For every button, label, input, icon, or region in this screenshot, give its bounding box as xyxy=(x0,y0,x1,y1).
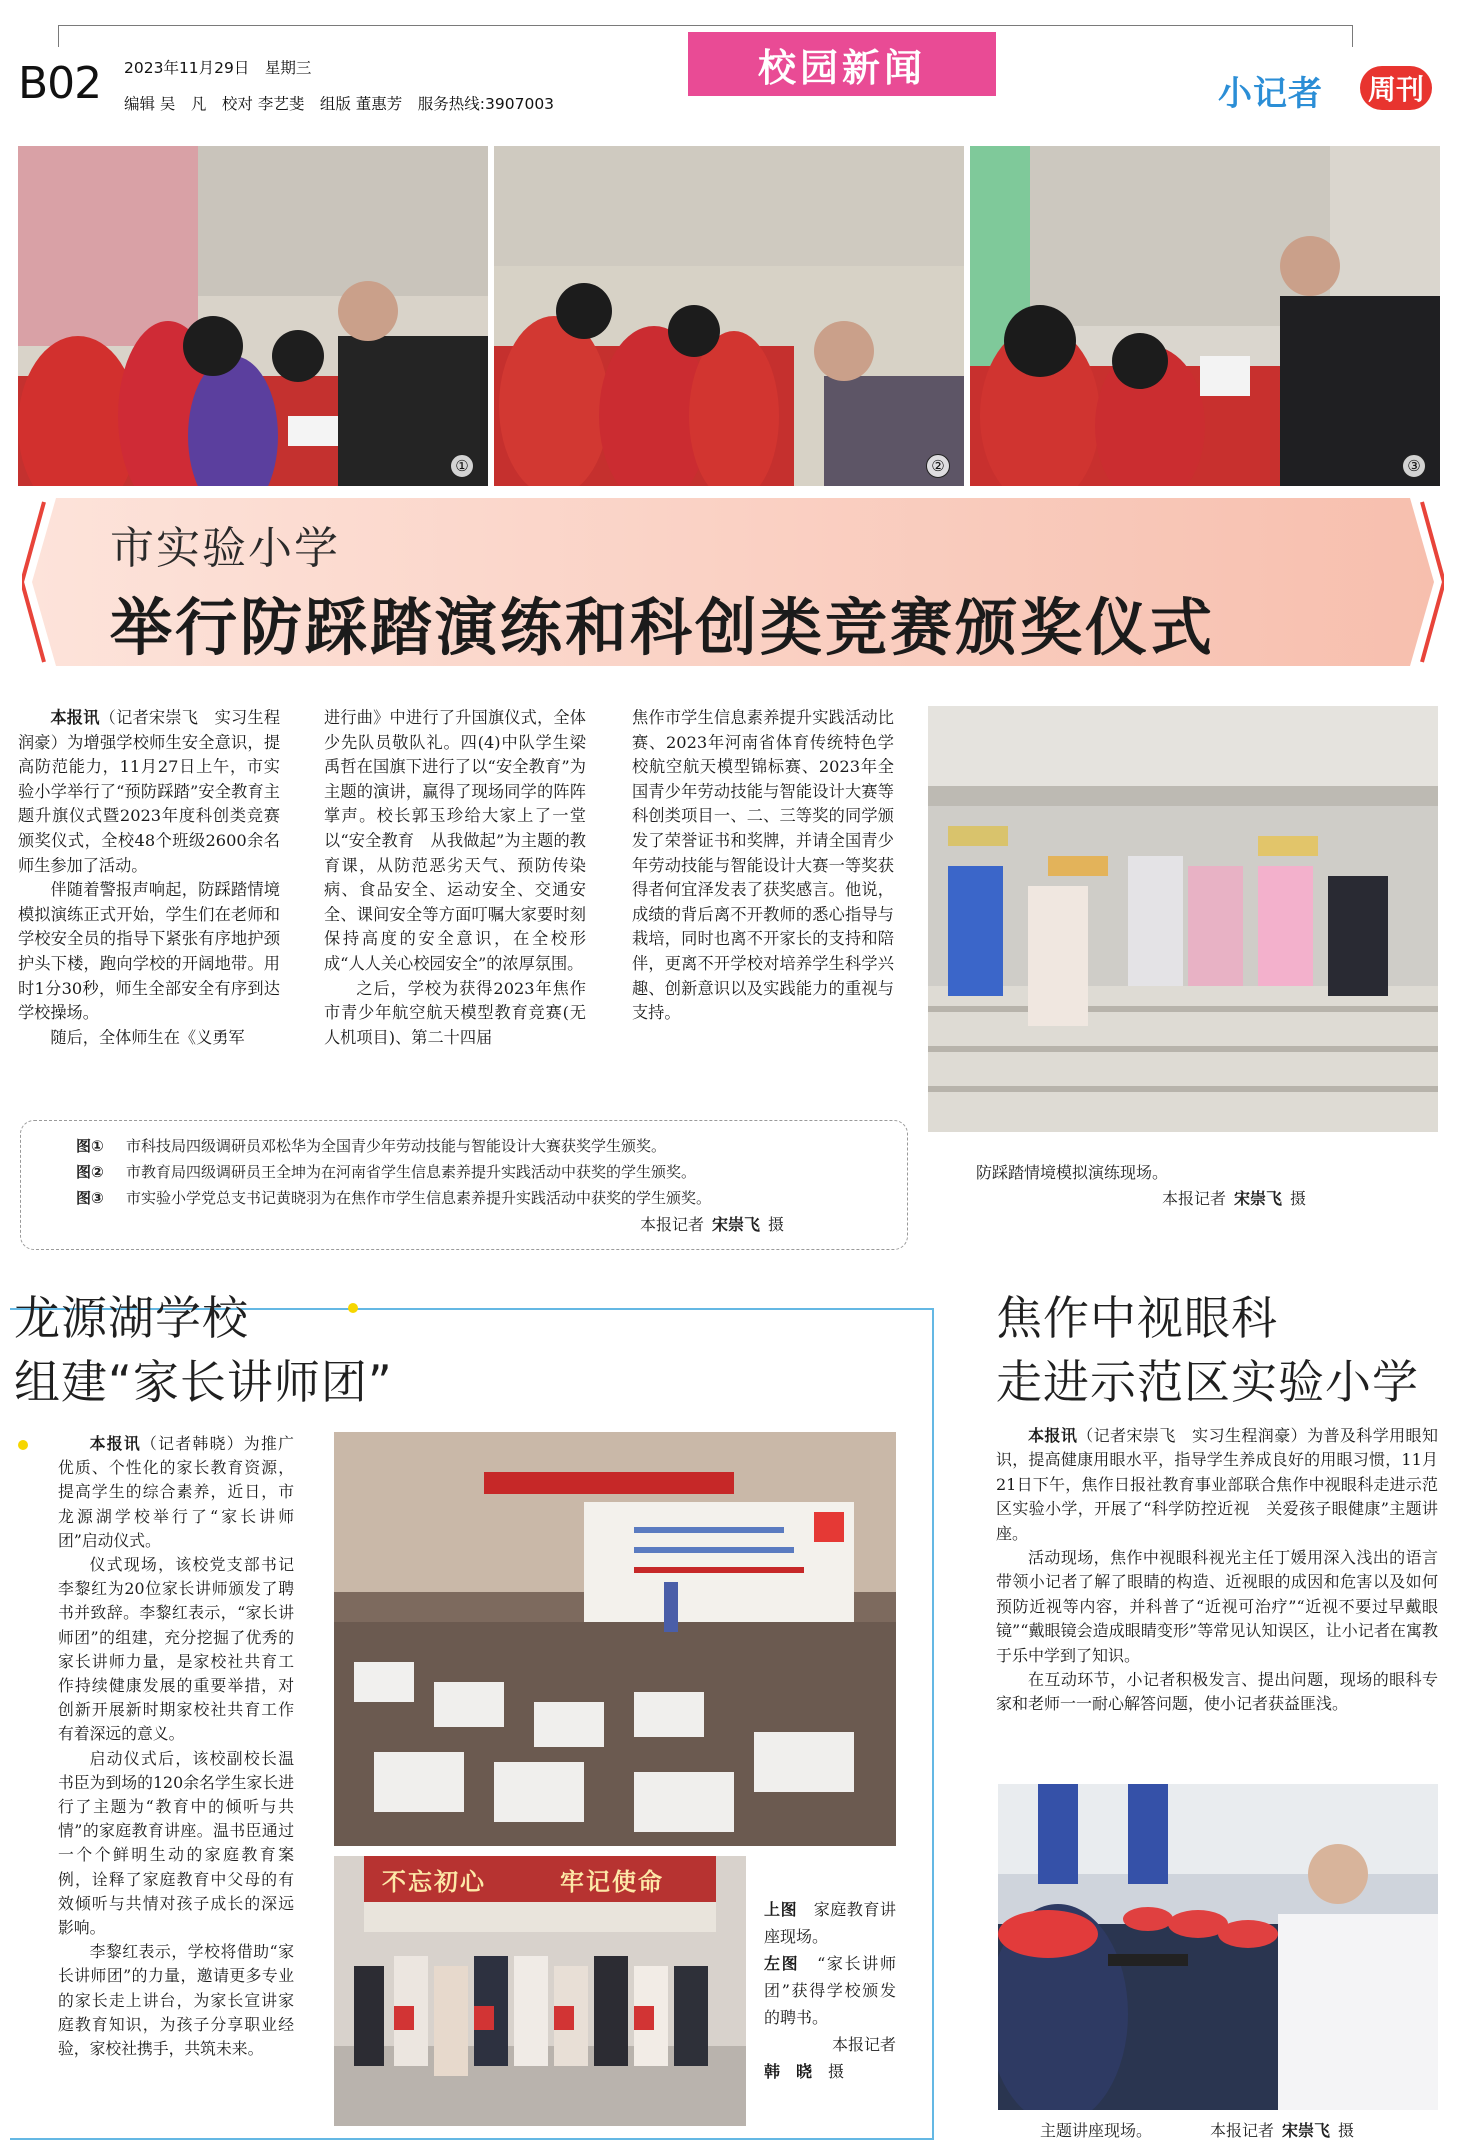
date-line: 2023年11月29日 星期三 xyxy=(124,59,312,77)
caption-2: 图② 市教育局四级调研员王全坤为在河南省学生信息素养提升实践活动中获奖的学生颁奖。 xyxy=(76,1163,697,1181)
photo-number-2: ② xyxy=(926,454,950,478)
story1-column-1 xyxy=(18,706,280,1050)
frame-dot xyxy=(348,1303,358,1313)
story1-para: 进行曲》中进行了升国旗仪式，全体少先队员敬队礼。四(4)中队学生梁禹哲在国旗下进行了以“安全教育”为主题的演讲，赢得了现场同学的阵阵掌声。校长郭玉珍给大家上了一堂以“安全教育 从我做起”为主题的教育课，从防范恶劣天气、预防传染病、食品安全、运动安全、交通安全、课间安全等方面叮嘱大家要时刻保持高度的安全意识，在全校形成“人人关心校园安全”的浓厚氛围。 xyxy=(324,708,586,973)
award-photo-1 xyxy=(18,146,488,486)
story1-para: 之后，学校为获得2023年焦作市青少年航空航天模型教育竞赛(无人机项目)、第二十四届 xyxy=(324,978,586,1047)
drill-photo-credit: 本报记者 宋崇飞 摄 xyxy=(1162,1189,1307,1208)
award-photo-3 xyxy=(970,146,1440,486)
story1-headline: 举行防踩踏演练和科创类竞赛颁奖仪式 xyxy=(110,591,1216,664)
banner-text-right: 牢记使命 xyxy=(560,1868,664,1896)
banner-text-left: 不忘初心 xyxy=(382,1868,486,1896)
lecture-photo xyxy=(334,1432,896,1846)
page-number: B02 xyxy=(18,58,102,109)
story1-para: 随后，全体师生在《义勇军 xyxy=(50,1027,245,1047)
story3-caption: 主题讲座现场。 xyxy=(1040,2121,1153,2140)
photo-number-3: ③ xyxy=(1402,454,1426,478)
story2-title-line2: 组建“家长讲师团” xyxy=(14,1355,393,1409)
story2-body: 本报讯（记者韩晓）为推广优质、个性化的家长教育资源，提高学生的综合素养，近日，市龙源湖学校举行了“家长讲师团”启动仪式。 仪式现场，该校党支部书记李黎红为20位家长讲师颁发了聘书并致辞。李黎红表示，“家长讲师团”的组建，充分挖掘了优秀的家长讲师力量，是家校社共育工作持续健康发展的重要举措，对创新开展新时期家校社共育工作有着深远的意义。 启动仪式后，该校副校长温书臣为到场的120余名学生家长进行了主题为“教育中的倾听与共情”的家庭教育讲座。温书臣通过一个个鲜明生动的家庭教育案例，诠释了家庭教育中父母的有效倾听与共情对孩子成长的深远影响。 李黎红表示，学校将借助“家长讲师团”的力量，邀请更多专业的家长走上讲台，为家长宣讲家庭教育知识，为孩子分享职业经验，家校社携手，共筑未来。 xyxy=(58,1434,294,2059)
story3-title-line1: 焦作中视眼科 xyxy=(996,1291,1278,1345)
photo-number-1: ① xyxy=(450,454,474,478)
captions-credit: 本报记者 宋崇飞 摄 xyxy=(640,1215,785,1234)
drill-photo-caption: 防踩踏情境模拟演练现场。 xyxy=(976,1163,1169,1182)
brand-tag: 周刊 xyxy=(1360,66,1432,110)
brand-logo xyxy=(1218,66,1323,115)
story3-credit: 本报记者 宋崇飞 摄 xyxy=(1210,2121,1355,2140)
story1-para: 焦作市学生信息素养提升实践活动比赛、2023年河南省体育传统特色学校航空航天模型锦标赛、2023年全国青少年劳动技能与智能设计大赛等科创类项目一、二、三等奖的同学颁发了荣誉证书和奖牌，并请全国青少年劳动技能与智能设计大赛一等奖获得者何宜泽发表了获奖感言。他说，成绩的背后离不开教师的悉心指导与栽培，同时也离不开家长的支持和陪伴，更离不开学校对培养学生科学兴趣、创新意识以及实践能力的重视与支持。 xyxy=(632,708,894,1023)
brand-name: 小记者 xyxy=(1218,74,1323,114)
story1-kicker: 市实验小学 xyxy=(110,523,340,574)
story2-title-line1: 龙源湖学校 xyxy=(14,1291,249,1345)
caption-1: 图① 市科技局四级调研员邓松华为全国青少年劳动技能与智能设计大赛获奖学生颁奖。 xyxy=(76,1137,667,1155)
story3-title-line2: 走进示范区实验小学 xyxy=(996,1355,1419,1409)
story3-body: 本报讯（记者宋崇飞 实习生程润豪）为普及科学用眼知识，提高健康用眼水平，指导学生养成良好的用眼习惯，11月21日下午，焦作日报社教育事业部联合焦作中视眼科走进示范区实验小学，开展了“科学防控近视 关爱孩子眼健康”主题讲座。 活动现场，焦作中视眼科视光主任丁媛用深入浅出的语言带领小记者了解了眼睛的构造、近视眼的成因和危害以及如何预防近视等内容，并科普了“近视可治疗”“近视不要过早戴眼镜”“戴眼镜会造成眼睛变形”等常见认知误区，让小记者在寓教于乐中学到了知识。 在互动环节，小记者积极发言、提出问题，现场的眼科专家和老师一一耐心解答问题，使小记者获益匪浅。 xyxy=(996,1426,1438,1714)
story1-column-2 xyxy=(324,706,586,1050)
lead-byline: （记者宋崇飞 实习生程润豪） xyxy=(18,708,281,752)
story2-photo-captions: 上图 家庭教育讲座现场。 左图 “家长讲师团”获得学校颁发的聘书。 本报记者 韩 晓 摄 xyxy=(764,1900,896,2081)
award-photo-2 xyxy=(494,146,964,486)
story1-para: 伴随着警报声响起，防踩踏情境模拟演练正式开始，学生们在老师和学校安全员的指导下紧张有序地护颈护头下楼，跑向学校的开阔地带。用时1分30秒，师生全部安全有序到达学校操场。 xyxy=(18,880,280,1023)
caption-3: 图③ 市实验小学党总支书记黄晓羽为在焦作市学生信息素养提升实践活动中获奖的学生颁奖。 xyxy=(76,1189,712,1207)
frame-dot xyxy=(18,1440,28,1450)
lead-bold: 本报讯 xyxy=(50,708,100,727)
story1-column-3 xyxy=(632,706,894,1026)
story1-para: 为增强学校师生安全意识，提高防范能力，11月27日上午，市实验小学举行了“预防踩踏”安全教育主题升旗仪式暨2023年度科创类竞赛颁奖仪式，全校48个班级2600余名师生参加了活动。 xyxy=(18,732,281,875)
section-banner: 校园新闻 xyxy=(688,32,996,96)
staff-line: 编辑 吴 凡 校对 李艺斐 组版 董惠芳 服务热线:3907003 xyxy=(124,95,555,113)
drill-photo xyxy=(928,706,1438,1132)
eye-lecture-photo xyxy=(998,1784,1438,2110)
